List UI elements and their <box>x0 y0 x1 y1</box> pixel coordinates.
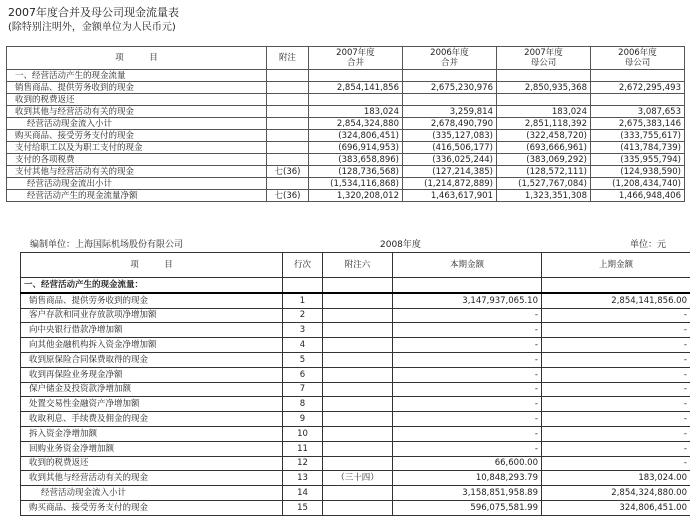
row-amount: 183,024 <box>497 106 591 118</box>
row-previous-amount: - <box>542 352 690 367</box>
row-amount: (124,938,590) <box>591 166 685 178</box>
table-row <box>7 190 685 202</box>
table-row <box>21 412 690 427</box>
row-current-amount: - <box>393 352 542 367</box>
header-current-amount: 本期金额 <box>393 253 542 278</box>
row-note <box>267 118 309 130</box>
row-note <box>323 486 393 501</box>
row-item: 回购业务资金净增加额 <box>21 441 283 456</box>
header-item: 项 目 <box>21 253 283 278</box>
row-item: 购买商品、接受劳务支付的现金 <box>7 130 267 142</box>
row-amount: 1,466,948,406 <box>591 190 685 202</box>
row-number: 13 <box>283 471 323 486</box>
row-item: 经营活动产生的现金流量净额 <box>7 190 267 202</box>
row-amount <box>591 70 685 82</box>
row-note <box>323 308 393 323</box>
row-previous-amount <box>542 278 690 293</box>
row-amount: (128,736,568) <box>309 166 403 178</box>
row-current-amount: 10,848,293.79 <box>393 471 542 486</box>
row-item: 保户储金及投资款净增加额 <box>21 382 283 397</box>
row-number: 5 <box>283 352 323 367</box>
row-amount <box>309 94 403 106</box>
row-number: 12 <box>283 456 323 471</box>
row-amount: 2,675,230,976 <box>403 82 497 94</box>
row-previous-amount: - <box>542 367 690 382</box>
row-item: 销售商品、提供劳务收到的现金 <box>21 293 283 308</box>
row-current-amount: - <box>393 412 542 427</box>
header-previous-amount: 上期金额 <box>542 253 690 278</box>
row-amount: 2,851,118,392 <box>497 118 591 130</box>
row-note <box>267 70 309 82</box>
row-amount: 2,854,324,880 <box>309 118 403 130</box>
row-amount: 3,087,653 <box>591 106 685 118</box>
row-item: 支付给职工以及为职工支付的现金 <box>7 142 267 154</box>
row-note <box>323 367 393 382</box>
row-amount <box>403 70 497 82</box>
table-header-row <box>21 253 690 278</box>
table-row <box>21 367 690 382</box>
header-row-number: 行次 <box>283 253 323 278</box>
row-note: （三十四） <box>323 471 393 486</box>
row-number: 15 <box>283 500 323 515</box>
row-amount: (322,458,720) <box>497 130 591 142</box>
table-row <box>21 293 690 308</box>
table-row <box>21 486 690 501</box>
table-row <box>21 278 690 293</box>
cash-flow-table-2007 <box>6 46 685 202</box>
row-amount: (383,069,292) <box>497 154 591 166</box>
unit-label: 单位：元 <box>630 237 666 250</box>
row-amount: 2,672,295,493 <box>591 82 685 94</box>
row-note <box>323 338 393 353</box>
row-amount: 1,320,208,012 <box>309 190 403 202</box>
row-amount: (413,784,739) <box>591 142 685 154</box>
row-amount: (416,506,177) <box>403 142 497 154</box>
table-row <box>21 441 690 456</box>
table-row <box>7 130 685 142</box>
row-current-amount: - <box>393 382 542 397</box>
table-row <box>21 500 690 515</box>
header-2007-parent: 2007年度 母公司 <box>497 47 591 70</box>
table-row <box>7 82 685 94</box>
row-item: 收到其他与经营活动有关的现金 <box>21 471 283 486</box>
row-note <box>323 382 393 397</box>
header-note: 附注 <box>267 47 309 70</box>
preparer-label: 编制单位：上海国际机场股份有限公司 <box>30 237 183 250</box>
row-previous-amount: - <box>542 456 690 471</box>
statement-subtitle: (除特别注明外，金额单位为人民币元) <box>8 18 176 33</box>
row-previous-amount: 2,854,324,880.00 <box>542 486 690 501</box>
row-item: 收到其他与经营活动有关的现金 <box>7 106 267 118</box>
row-previous-amount: - <box>542 426 690 441</box>
row-current-amount: - <box>393 308 542 323</box>
row-number: 3 <box>283 323 323 338</box>
row-previous-amount: - <box>542 397 690 412</box>
row-item: 拆入资金净增加额 <box>21 426 283 441</box>
row-amount: (693,666,961) <box>497 142 591 154</box>
row-note <box>267 130 309 142</box>
row-amount: 2,854,141,856 <box>309 82 403 94</box>
row-item: 向中央银行借款净增加额 <box>21 323 283 338</box>
row-item: 经营活动现金流入小计 <box>21 486 283 501</box>
row-number: 6 <box>283 367 323 382</box>
table-row <box>7 70 685 82</box>
row-number: 7 <box>283 382 323 397</box>
row-note <box>267 154 309 166</box>
row-current-amount: - <box>393 441 542 456</box>
table-row <box>7 118 685 130</box>
row-amount: 2,850,935,368 <box>497 82 591 94</box>
table-row <box>7 142 685 154</box>
table-row <box>21 426 690 441</box>
table-row <box>7 154 685 166</box>
header-2006-parent: 2006年度 母公司 <box>591 47 685 70</box>
row-amount <box>591 94 685 106</box>
row-amount: (696,914,953) <box>309 142 403 154</box>
row-note <box>267 82 309 94</box>
table-row <box>21 397 690 412</box>
row-note <box>267 94 309 106</box>
row-item: 一、经营活动产生的现金流量 <box>7 70 267 82</box>
row-note <box>323 441 393 456</box>
row-item: 一、经营活动产生的现金流量： <box>21 278 283 293</box>
row-note <box>323 293 393 308</box>
header-item: 项 目 <box>7 47 267 70</box>
row-amount <box>497 70 591 82</box>
row-note <box>323 352 393 367</box>
row-current-amount: 3,147,937,065.10 <box>393 293 542 308</box>
table-row <box>7 94 685 106</box>
row-item: 客户存款和同业存放款项净增加额 <box>21 308 283 323</box>
row-current-amount: - <box>393 397 542 412</box>
row-note <box>323 456 393 471</box>
row-current-amount: - <box>393 367 542 382</box>
row-previous-amount: - <box>542 323 690 338</box>
table-row <box>21 456 690 471</box>
row-item: 向其他金融机构拆入资金净增加额 <box>21 338 283 353</box>
row-amount: (1,527,767,084) <box>497 178 591 190</box>
row-amount: (335,955,794) <box>591 154 685 166</box>
row-previous-amount: - <box>542 382 690 397</box>
row-previous-amount: - <box>542 441 690 456</box>
table-row <box>21 323 690 338</box>
row-amount: 3,259,814 <box>403 106 497 118</box>
row-amount: (383,658,896) <box>309 154 403 166</box>
row-current-amount: - <box>393 323 542 338</box>
row-number: 14 <box>283 486 323 501</box>
row-note <box>323 323 393 338</box>
row-number: 11 <box>283 441 323 456</box>
row-number <box>283 278 323 293</box>
row-note: 七(36) <box>267 190 309 202</box>
row-current-amount: - <box>393 338 542 353</box>
row-note <box>267 142 309 154</box>
row-item: 收到的税费返还 <box>21 456 283 471</box>
row-item: 支付的各项税费 <box>7 154 267 166</box>
statement-title: 2007年度合并及母公司现金流量表 <box>8 4 179 20</box>
row-note <box>323 397 393 412</box>
row-amount: 1,463,617,901 <box>403 190 497 202</box>
header-note: 附注六 <box>323 253 393 278</box>
header-2007-consolidated: 2007年度 合并 <box>309 47 403 70</box>
row-amount: 183,024 <box>309 106 403 118</box>
cash-flow-table-2008 <box>20 252 690 516</box>
row-item: 收到原保险合同保费取得的现金 <box>21 352 283 367</box>
row-previous-amount: - <box>542 308 690 323</box>
row-current-amount: 3,158,851,958.89 <box>393 486 542 501</box>
table-row <box>21 308 690 323</box>
row-note <box>267 178 309 190</box>
row-item: 处置交易性金融资产净增加额 <box>21 397 283 412</box>
row-item: 经营活动现金流出小计 <box>7 178 267 190</box>
row-note <box>323 278 393 293</box>
row-current-amount: 66,600.00 <box>393 456 542 471</box>
row-number: 1 <box>283 293 323 308</box>
row-item: 收取利息、手续费及佣金的现金 <box>21 412 283 427</box>
row-amount: (324,806,451) <box>309 130 403 142</box>
row-note <box>323 426 393 441</box>
row-item: 支付其他与经营活动有关的现金 <box>7 166 267 178</box>
table-row <box>21 352 690 367</box>
row-current-amount: 596,075,581.99 <box>393 500 542 515</box>
row-amount: (333,755,617) <box>591 130 685 142</box>
header-2006-consolidated: 2006年度 合并 <box>403 47 497 70</box>
row-number: 8 <box>283 397 323 412</box>
row-current-amount: - <box>393 426 542 441</box>
row-amount: (1,534,116,868) <box>309 178 403 190</box>
fiscal-year-label: 2008年度 <box>380 237 421 250</box>
row-item: 销售商品、提供劳务收到的现金 <box>7 82 267 94</box>
row-item: 购买商品、接受劳务支付的现金 <box>21 500 283 515</box>
row-number: 4 <box>283 338 323 353</box>
row-note <box>267 106 309 118</box>
row-item: 收到再保险业务现金净额 <box>21 367 283 382</box>
row-amount: (1,214,872,889) <box>403 178 497 190</box>
row-previous-amount: 324,806,451.00 <box>542 500 690 515</box>
row-amount <box>403 94 497 106</box>
row-amount: 2,675,383,146 <box>591 118 685 130</box>
row-amount <box>497 94 591 106</box>
row-previous-amount: - <box>542 412 690 427</box>
table-row <box>7 166 685 178</box>
table-header-row <box>7 47 685 70</box>
row-number: 9 <box>283 412 323 427</box>
row-number: 10 <box>283 426 323 441</box>
row-current-amount <box>393 278 542 293</box>
row-note <box>323 500 393 515</box>
row-item: 经营活动现金流入小计 <box>7 118 267 130</box>
row-previous-amount: 2,854,141,856.00 <box>542 293 690 308</box>
row-amount: (128,572,111) <box>497 166 591 178</box>
row-number: 2 <box>283 308 323 323</box>
table-row <box>7 178 685 190</box>
row-amount: (336,025,244) <box>403 154 497 166</box>
table-row <box>21 382 690 397</box>
row-amount: 1,323,351,308 <box>497 190 591 202</box>
row-item: 收到的税费返还 <box>7 94 267 106</box>
row-amount <box>309 70 403 82</box>
table-row <box>21 338 690 353</box>
row-note: 七(36) <box>267 166 309 178</box>
table-row <box>7 106 685 118</box>
row-note <box>323 412 393 427</box>
row-amount: (335,127,083) <box>403 130 497 142</box>
row-previous-amount: 183,024.00 <box>542 471 690 486</box>
row-amount: (1,208,434,740) <box>591 178 685 190</box>
row-amount: 2,678,490,790 <box>403 118 497 130</box>
row-previous-amount: - <box>542 338 690 353</box>
table-row <box>21 471 690 486</box>
row-amount: (127,214,385) <box>403 166 497 178</box>
